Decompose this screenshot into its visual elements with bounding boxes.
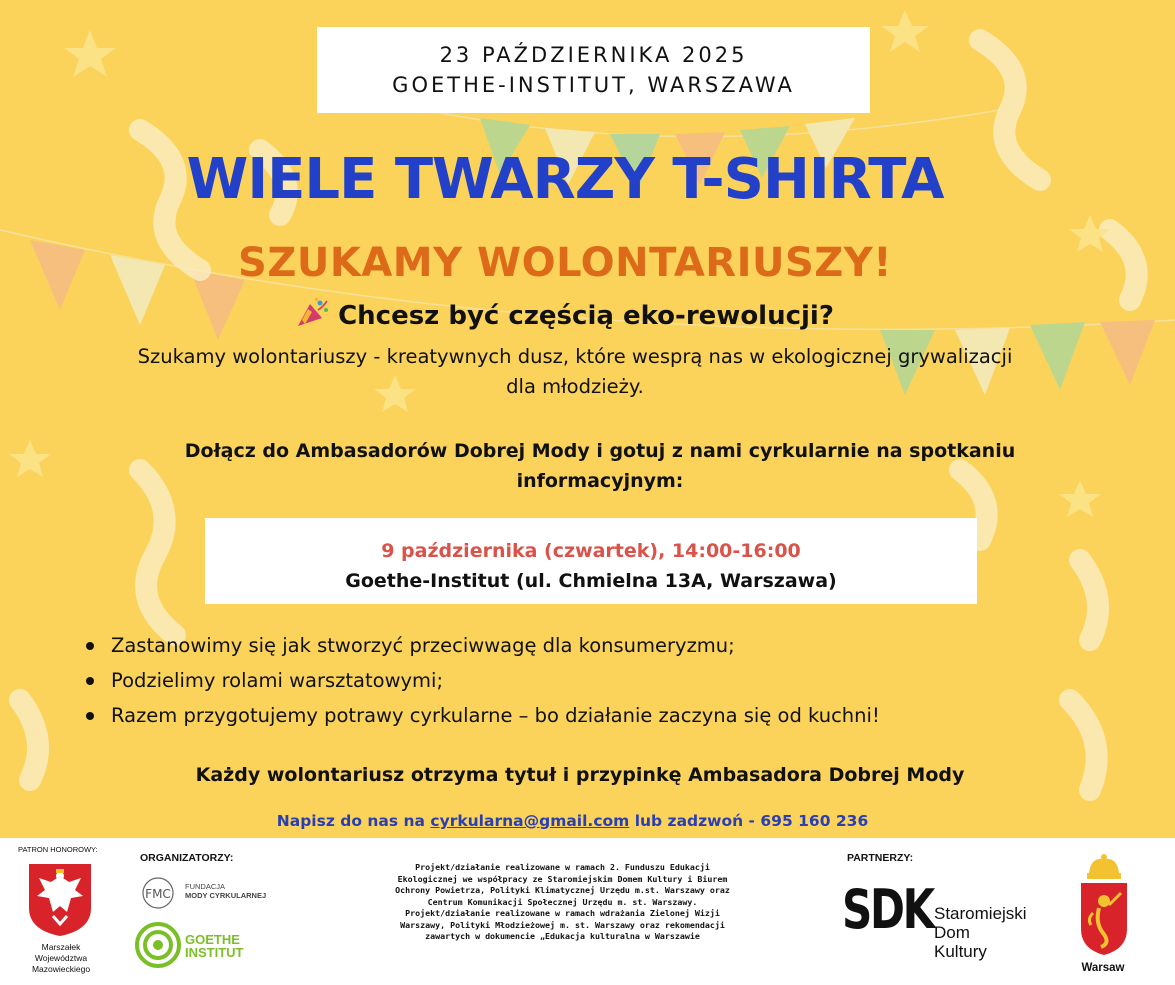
- list-item: Zastanowimy się jak stworzyć przeciwwagę dla konsumeryzmu;: [86, 628, 880, 663]
- footer-logos: [0, 838, 1175, 985]
- award-note: Każdy wolontariusz otrzyma tytuł i przypinkę Ambasadora Dobrej Mody: [195, 764, 965, 786]
- event-venue: GOETHE-INSTITUT, WARSZAWA: [392, 73, 795, 97]
- event-date: 23 PAŹDZIERNIKA 2025: [439, 43, 748, 67]
- meeting-location: Goethe-Institut (ul. Chmielna 13A, Warszawa): [345, 570, 837, 592]
- intro-line-2: dla młodzieży.: [506, 375, 644, 398]
- patron-name: Marszałek Województwa Mazowieckiego: [31, 942, 91, 974]
- svg-text:FMC: FMC: [145, 887, 171, 901]
- join-line-2: informacyjnym:: [516, 470, 684, 492]
- question-heading: [0, 298, 1130, 331]
- question-text: Chcesz być częścią eko-rewolucji?: [338, 301, 834, 331]
- intro-paragraph: [70, 342, 1080, 402]
- party-popper-icon: [296, 298, 330, 328]
- main-title: WIELE TWARZY T-SHIRTA: [186, 147, 944, 212]
- organizers-label: ORGANIZATORZY:: [140, 852, 234, 864]
- mazowsze-coat-of-arms-icon: [27, 862, 93, 938]
- join-paragraph: [100, 436, 1100, 496]
- list-item: Razem przygotujemy potrawy cyrkularne – bo działanie zaczyna się od kuchni!: [86, 698, 880, 733]
- goethe-name: GOETHE INSTITUT: [185, 932, 244, 960]
- contact-prefix: Napisz do nas na: [276, 812, 431, 830]
- goethe-institut-logo-icon: [134, 921, 182, 969]
- warsaw-crest-icon: [1071, 853, 1137, 959]
- fmc-logo-icon: [140, 875, 180, 911]
- intro-line-1: Szukamy wolontariuszy - kreatywnych dusz, które wesprą nas w ekologicznej grywalizacji: [137, 345, 1013, 368]
- list-item: Podzielimy rolami warsztatowymi;: [86, 663, 880, 698]
- warsaw-label: Warsaw: [1081, 962, 1125, 974]
- sdk-logo: SDK: [842, 878, 933, 941]
- project-funding-note: Projekt/działanie realizowane w ramach 2. Funduszu Edukacji Ekologicznej we współpracy ze Staromiejskim Domem Kultury i Biurem Ochrony Powietrza, Polityki Klimatycznej Urzędu m.st. Warszawy oraz Centrum Komunikacji Społecznej Urzędu m. st. Warszawy. Projekt/działanie realizowane w ramach wdrażania Zielonej Wizji Warszawy, Polityki Młodzieżowej m. st. Warszawy oraz rekomendacji zawartych w dokumencie „Edukacja kulturalna w Warszawie: [395, 862, 730, 941]
- contact-line: [0, 812, 1145, 830]
- fmc-name: FUNDACJA MODY CYRKULARNEJ: [185, 882, 267, 900]
- sdk-name: Staromiejski Dom Kultury: [934, 904, 1027, 961]
- partners-label: PARTNERZY:: [847, 852, 914, 864]
- meeting-date-time: 9 października (czwartek), 14:00-16:00: [381, 540, 801, 562]
- contact-suffix: lub zadzwoń - 695 160 236: [629, 812, 869, 830]
- activity-list: [86, 628, 880, 733]
- subtitle: SZUKAMY WOLONTARIUSZY!: [238, 240, 892, 286]
- meeting-info-box: [205, 518, 977, 604]
- patron-label: PATRON HONOROWY:: [18, 845, 98, 854]
- event-date-box: [317, 27, 870, 113]
- join-line-1: Dołącz do Ambasadorów Dobrej Mody i gotuj z nami cyrkularnie na spotkaniu: [184, 440, 1016, 462]
- email-link[interactable]: cyrkularna@gmail.com: [430, 812, 630, 830]
